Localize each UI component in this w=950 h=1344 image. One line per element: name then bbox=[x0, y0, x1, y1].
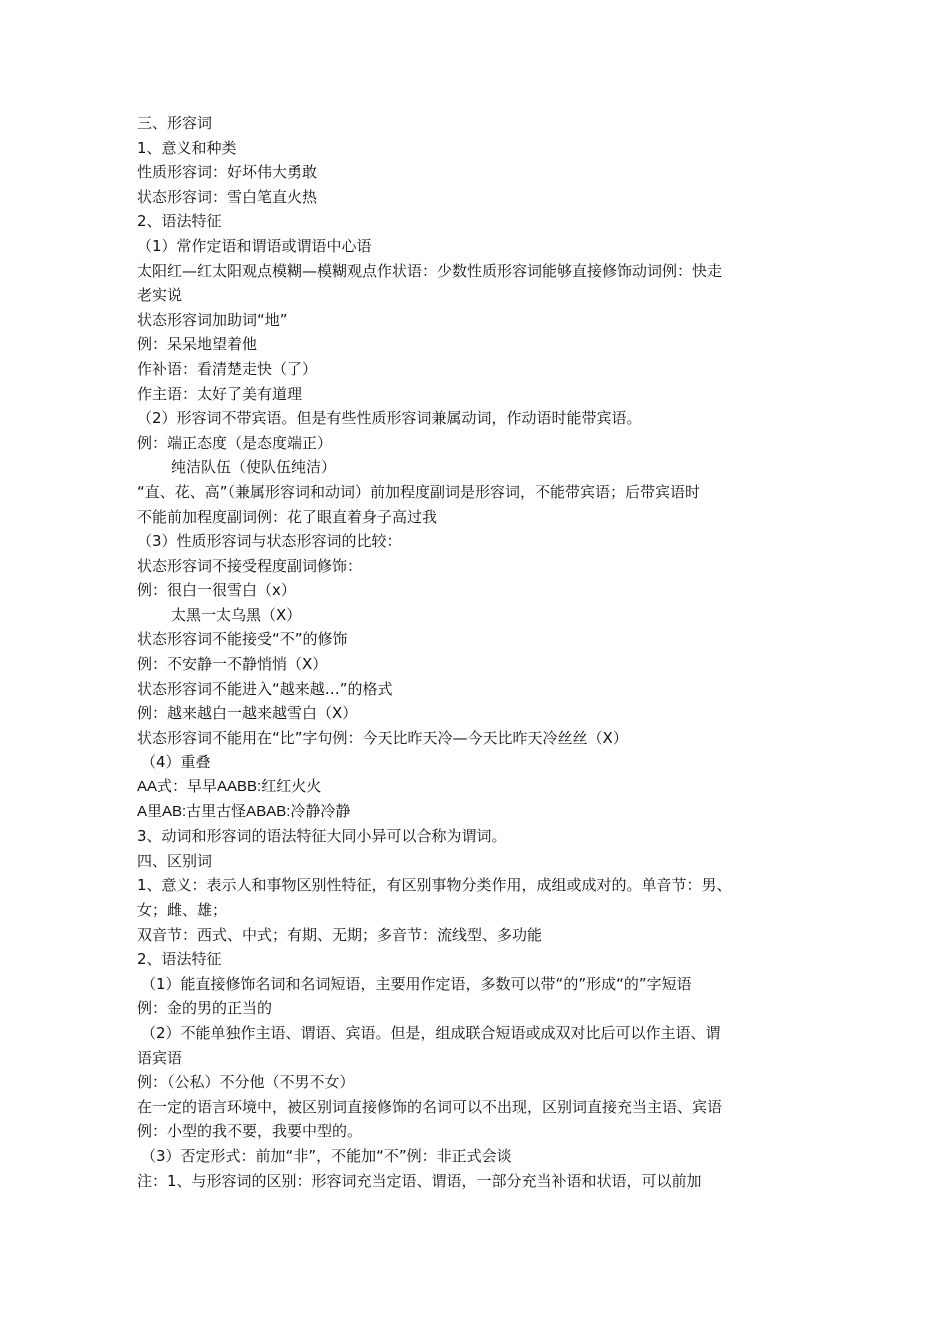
text-line: 例：金的男的正当的 bbox=[137, 999, 273, 1018]
text-line: 注：1、与形容词的区别：形容词充当定语、谓语，一部分充当补语和状语，可以前加 bbox=[137, 1171, 702, 1190]
section-heading: 四、区别词 bbox=[137, 851, 213, 870]
subheading: 2、语法特征 bbox=[137, 950, 222, 969]
text-line: 例：呆呆地望着他 bbox=[137, 335, 258, 354]
text-line: 状态形容词不接受程度副词修饰： bbox=[137, 556, 363, 575]
text-line: （1）常作定语和谓语或谓语中心语 bbox=[137, 236, 372, 255]
text-line: （4）重叠 bbox=[141, 753, 211, 772]
text-line: 例：（公私）不分他（不男不女） bbox=[137, 1073, 355, 1092]
text-line: 双音节：西式、中式；有期、无期；多音节：流线型、多功能 bbox=[137, 925, 543, 944]
text-line: 作主语：太好了美有道理 bbox=[137, 384, 303, 403]
text-line: 老实说 bbox=[137, 286, 183, 305]
text-line: 状态形容词加助词“地” bbox=[137, 310, 288, 329]
text-line: （1）能直接修饰名词和名词短语，主要用作定语，多数可以带“的”形成“的”字短语 bbox=[141, 974, 692, 993]
text-line: （3）否定形式：前加“非”，不能加“不”例：非正式会谈 bbox=[141, 1146, 512, 1165]
text-line: 状态形容词不能进入“越来越…”的格式 bbox=[137, 679, 393, 698]
text-line: 在一定的语言环境中，被区别词直接修饰的名词可以不出现，区别词直接充当主语、宾语 bbox=[137, 1097, 723, 1116]
text-line: 状态形容词：雪白笔直火热 bbox=[137, 187, 318, 206]
text-line: 不能前加程度副词例：花了眼直着身子高过我 bbox=[137, 507, 438, 526]
section-heading: 三、形容词 bbox=[137, 114, 213, 132]
text-line: 1、意义：表示人和事物区别性特征，有区别事物分类作用，成组或成对的。单音节：男、 bbox=[137, 876, 732, 895]
text-line: 太阳红—红太阳观点模糊—模糊观点作状语：少数性质形容词能够直接修饰动词例：快走 bbox=[137, 261, 723, 280]
text-line: （3）性质形容词与状态形容词的比较： bbox=[137, 532, 402, 551]
text-line: 纯洁队伍（使队伍纯洁） bbox=[171, 458, 337, 477]
text-line: 例：端正态度（是态度端正） bbox=[137, 433, 333, 452]
text-line: 太黑一太乌黑（X） bbox=[171, 605, 302, 624]
text-line: 性质形容词：好坏伟大勇敢 bbox=[137, 163, 318, 182]
text-line: 3、动词和形容词的语法特征大同小异可以合称为谓词。 bbox=[137, 827, 507, 846]
text-line: 例：不安静一不静悄悄（X） bbox=[137, 655, 328, 674]
text-line: 状态形容词不能接受“不”的修饰 bbox=[137, 630, 348, 649]
text-line: （2）形容词不带宾语。但是有些性质形容词兼属动词，作动语时能带宾语。 bbox=[137, 409, 642, 428]
text-line: AA式：早早AABB:红红火火 bbox=[137, 778, 322, 796]
text-line: 语宾语 bbox=[137, 1048, 183, 1067]
text-line: 作补语：看清楚走快（了） bbox=[137, 359, 318, 378]
text-line: 状态形容词不能用在“比”字句例：今天比昨天冷—今天比昨天冷丝丝（X） bbox=[137, 728, 628, 747]
document-body bbox=[137, 111, 817, 1193]
subheading: 1、意义和种类 bbox=[137, 138, 237, 157]
text-line: （2）不能单独作主语、谓语、宾语。但是，组成联合短语或成双对比后可以作主语、谓 bbox=[141, 1023, 721, 1042]
text-line: A里AB:古里古怪ABAB:冷静冷静 bbox=[137, 802, 351, 820]
text-line: 例：小型的我不要，我要中型的。 bbox=[137, 1122, 363, 1141]
text-line: 例：越来越白一越来越雪白（X） bbox=[137, 704, 358, 723]
subheading: 2、语法特征 bbox=[137, 212, 222, 231]
text-line: 女；雌、雄； bbox=[137, 901, 228, 919]
text-line: 例：很白一很雪白（x） bbox=[137, 581, 296, 600]
text-line: “直、花、高”（兼属形容词和动词）前加程度副词是形容词，不能带宾语；后带宾语时 bbox=[137, 482, 701, 501]
